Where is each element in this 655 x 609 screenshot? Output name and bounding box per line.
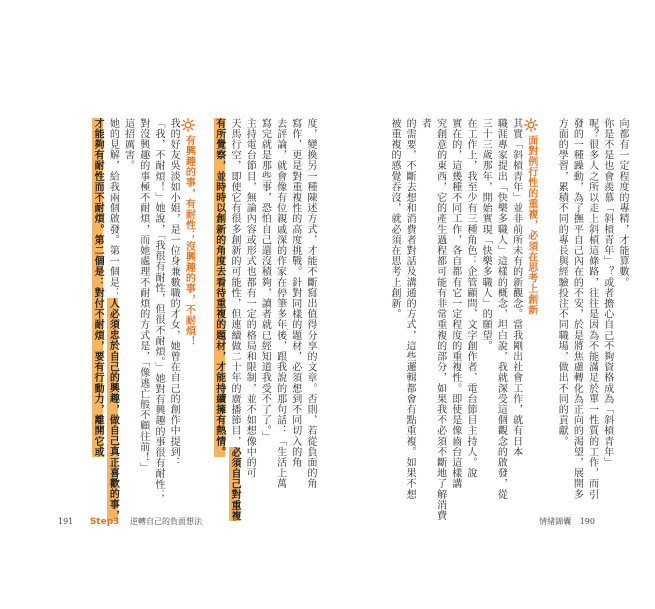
left-body-4: 寫完就是那些事，恐怕自己還沒積夠，讀者就已經知道我受不了了。」 [259,118,271,442]
right-body-6: 究創意的東西，它的產生過程都可能有非常重複的部分，如果我不必須不斷地了解消費者 [419,118,446,521]
left-body-3: 去評論，就會像有位親戚深的作家在停筆多年後，跟我說的那句話：「生活上萬 [274,118,286,489]
right-footer [539,516,595,527]
right-body-4: 在工作上，我至少有三種角色：企管顧問、文字創作者、電台節目主持人。說 [464,118,476,479]
footer-step: Step3 [89,517,120,527]
section-heading-right: 面對例行性的重複，必須在思考上創新 [526,118,537,315]
left-page-text [18,118,318,523]
left-body-7: 我的好友吳淡如小姐，是一位身兼數職的才女，她曾在自己的創作中提到： [168,118,180,468]
left-body-5: 主持電台節目，無論內容或形式也都有一定的格局和限制，並不如想像中的可 [244,118,256,479]
right-body-5: 實在的，這幾種不同工作，各自都有它一定程度的重複性。即使是像齒台這樣講 [449,118,461,489]
page-number-right: 190 [579,517,595,526]
right-body-8: 被重複的感覺吞沒，就必須在思考上創新。 [388,118,400,320]
left-body-2: 寫作，更是對重複性的高度挑戰。針對同樣的題材，必須想到不同切入的角 [289,118,301,468]
left-body-11: 她的見解，給我兩個啟發。第一個是： [107,118,119,299]
left-body-10: 這招厲害。 [122,118,134,171]
section-heading-left: 有興趣的事，有耐性；沒興趣的事，不耐煩！ [183,118,194,347]
left-body-9: 對沒興趣的事極不耐煩，而她處理不耐煩的方式是，「像逃亡般不顧往前！」 [137,118,149,474]
right-line-2: 你是不是也會羨慕「斜槓青年」？或者擔心自己不夠資格成為「斜槓青年」 [601,118,613,468]
footer-title-left: 逆轉自己的負面想法 [129,517,202,526]
sun-icon [524,118,538,132]
left-body-8: 「我，不耐煩！」她說，「我很有耐性，但很不耐煩。」她對有興趣的事很有耐性； [152,118,164,501]
right-body-2: 職涯專家提出「快樂多職人」這樣的概念，坦白說，我就深受這個觀念的啟發，從 [495,118,507,500]
left-body-1: 度，變換另一種陳述方式，才能不斷寫出值得分享的文章。否則，若從負面的角 [305,118,316,489]
highlight-reflection: 必須自己對重複有所覺察，並時時以創新的角度去看待重複的題材，才能持續擁有熱情。 [213,118,240,521]
highlight-insight: 人必須忠於自己的興趣，做自己真正喜歡的事，才能夠有耐性而不耐煩。第二個是：對付不耐煩，要有行動力，離開它或 [92,118,119,521]
left-body-6: 天馬行空，即使它有很多創新的可能性，但連續做二十年的廣播節目， [228,118,240,447]
footer-title-right: 情緒錦囊 [539,517,572,526]
right-page-text [345,118,630,523]
left-footer [58,516,202,527]
right-page [330,0,655,609]
right-line-3: 呢？很多人之所以走上斜槓這條路，往往是因為不能滿足於單一性質的工作，而引 [586,118,598,500]
right-body-3: 三十三歲那年，開始實現「快樂多職人」的願望。 [480,118,492,352]
sun-icon [181,118,195,132]
right-line-4: 發的一種躁動，為了撫平自己內在的不安，於是將焦慮轉化為正向的渴望，展開多 [571,118,583,500]
right-body-7: 的需要，不斷去想和消費者對話及溝通的方式，這些邏輯都會有點重複。如果不想 [404,118,416,500]
right-line-5: 方面的學習，累積不同的專長與經驗投注不同職場，做出不同的貢獻。 [556,118,568,447]
right-body-1: 其實「斜槓青年」並非前所未有的新觀念。當我剛出社會工作，就有日本 [510,118,522,458]
page-number-left: 191 [58,517,74,526]
right-line-1: 向都有一定程度的專精，才能算數。 [617,118,628,288]
